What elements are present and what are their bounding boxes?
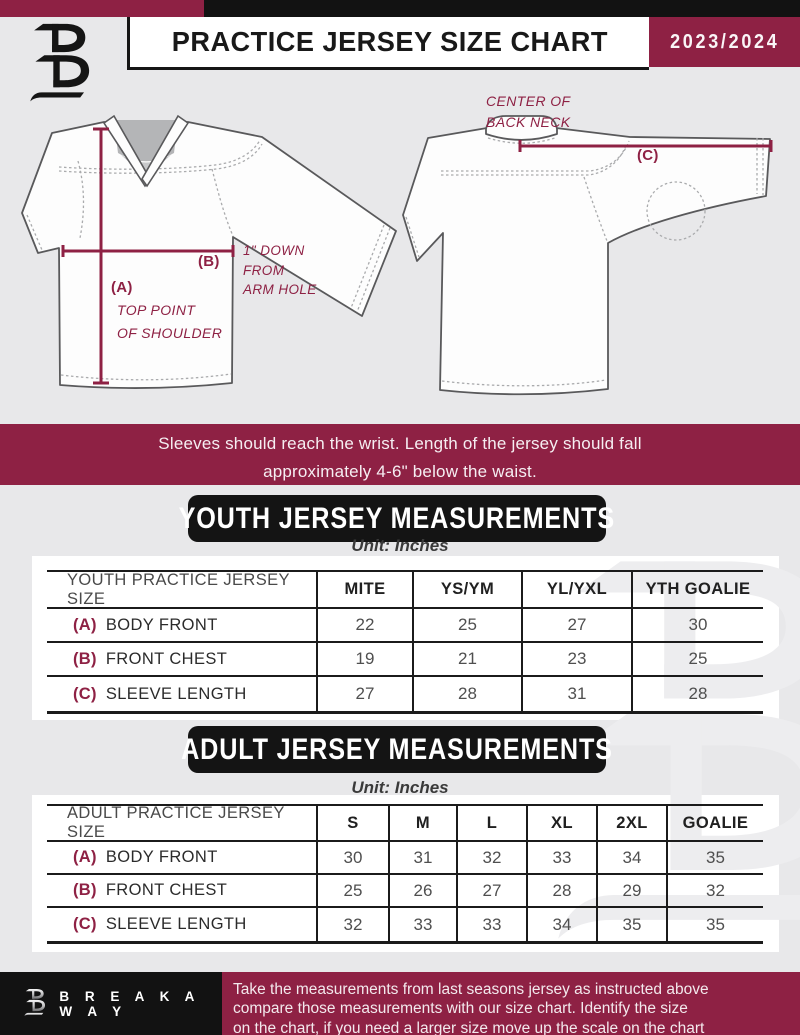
top-strip-black xyxy=(204,0,800,17)
youth-b-ysym: 21 xyxy=(414,643,523,675)
measure-key: (A) xyxy=(73,848,97,866)
adult-header-row xyxy=(47,806,763,842)
adult-b-2xl: 29 xyxy=(598,875,668,906)
adult-row-b-label xyxy=(47,875,318,906)
adult-row-c-label xyxy=(47,908,318,941)
measure-key: (C) xyxy=(73,915,97,933)
fit-note-line2: approximately 4-6" below the waist. xyxy=(263,462,537,481)
youth-a-ysym: 25 xyxy=(414,609,523,641)
title-bar xyxy=(127,17,649,70)
fit-note-line1: Sleeves should reach the wrist. Length of the jersey should fall xyxy=(158,434,642,453)
youth-size-column-label: YOUTH PRACTICE JERSEY SIZE xyxy=(47,572,318,607)
measure-b-note-line2: FROM xyxy=(243,262,285,278)
measure-name: BODY FRONT xyxy=(105,848,218,866)
footer-instruction-line3: on the chart, if you need a larger size move up the scale on the chart xyxy=(233,1019,705,1035)
adult-a-xl: 33 xyxy=(528,842,598,873)
youth-c-mite: 27 xyxy=(318,677,414,711)
measure-name: BODY FRONT xyxy=(105,615,218,634)
youth-a-ylyxl: 27 xyxy=(523,609,633,641)
adult-c-m: 33 xyxy=(390,908,458,941)
adult-a-goalie: 35 xyxy=(706,847,725,867)
table-row xyxy=(47,908,763,941)
adult-row-a-label xyxy=(47,842,318,873)
youth-b-ylyxl: 23 xyxy=(523,643,633,675)
table-row xyxy=(47,875,763,908)
measure-a-note xyxy=(117,299,222,345)
top-strip-maroon xyxy=(0,0,204,17)
measure-a-label: (A) xyxy=(111,279,133,296)
measure-b-note-line3: ARM HOLE xyxy=(243,282,317,297)
table-row xyxy=(47,677,763,711)
brand-name: B R E A K A W A Y xyxy=(59,988,200,1019)
youth-c-ysym: 28 xyxy=(414,677,523,711)
youth-b-goalie: 25 xyxy=(688,649,708,668)
jersey-diagrams xyxy=(0,65,800,425)
footer-instruction-line1: Take the measurements from last seasons jersey as instructed above xyxy=(233,981,709,998)
back-neck-note-line1: CENTER OF xyxy=(486,93,571,109)
youth-c-ylyxl: 31 xyxy=(523,677,633,711)
adult-section-heading xyxy=(181,726,613,773)
youth-header-row xyxy=(47,572,763,609)
fit-note-banner xyxy=(0,424,800,485)
measure-name: FRONT CHEST xyxy=(105,881,228,899)
adult-unit-label: Unit: Inches xyxy=(351,778,449,797)
measure-b-note xyxy=(243,241,317,300)
youth-row-b-label xyxy=(47,643,318,675)
youth-col-ylyxl: YL/YXL xyxy=(523,572,633,607)
youth-c-goalie: 28 xyxy=(688,684,708,703)
measure-a-note-line2: OF SHOULDER xyxy=(117,325,223,341)
measure-a-note-line1: TOP POINT xyxy=(117,302,196,318)
adult-col-xl: XL xyxy=(528,806,598,840)
page-title: PRACTICE JERSEY SIZE CHART xyxy=(171,26,608,57)
measure-c-label: (C) xyxy=(637,147,659,164)
adult-b-goalie: 32 xyxy=(706,880,725,900)
measure-b-note-line1: 1" DOWN xyxy=(243,243,305,258)
adult-c-l: 33 xyxy=(458,908,528,941)
measure-key: (C) xyxy=(73,684,97,703)
adult-b-xl: 28 xyxy=(528,875,598,906)
measure-name: SLEEVE LENGTH xyxy=(105,684,247,703)
measure-name: SLEEVE LENGTH xyxy=(105,915,247,933)
adult-c-2xl: 35 xyxy=(598,908,668,941)
adult-a-m: 31 xyxy=(390,842,458,873)
footer-instruction-line2: compare those measurements with our size chart. Identify the size xyxy=(233,1000,688,1018)
measure-key: (B) xyxy=(73,649,97,668)
table-row xyxy=(47,643,763,677)
adult-col-m: M xyxy=(390,806,458,840)
adult-col-l: L xyxy=(458,806,528,840)
table-row xyxy=(47,609,763,643)
youth-heading-label: YOUTH JERSEY MEASUREMENTS xyxy=(178,501,616,535)
measure-name: FRONT CHEST xyxy=(105,649,228,668)
adult-c-xl: 34 xyxy=(528,908,598,941)
youth-b-mite: 19 xyxy=(318,643,414,675)
adult-col-goalie: GOALIE xyxy=(682,813,749,832)
back-jersey-drawing xyxy=(403,116,770,394)
youth-col-ysym: YS/YM xyxy=(414,572,523,607)
adult-b-l: 27 xyxy=(458,875,528,906)
back-neck-note xyxy=(486,91,571,133)
adult-c-s: 32 xyxy=(318,908,390,941)
adult-b-m: 26 xyxy=(390,875,458,906)
youth-measurements-table xyxy=(47,570,763,714)
back-neck-note-line2: BACK NECK xyxy=(486,114,571,130)
youth-a-goalie: 30 xyxy=(688,615,708,634)
measure-b-label: (B) xyxy=(198,253,220,270)
footer-brand-block xyxy=(0,972,222,1035)
adult-heading-label: ADULT JERSEY MEASUREMENTS xyxy=(181,732,613,766)
adult-col-2xl: 2XL xyxy=(598,806,668,840)
adult-a-l: 32 xyxy=(458,842,528,873)
measure-key: (A) xyxy=(73,615,97,634)
measure-key: (B) xyxy=(73,881,97,899)
breakaway-footer-logo-icon xyxy=(24,983,46,1024)
youth-section-heading xyxy=(178,495,616,542)
youth-a-mite: 22 xyxy=(318,609,414,641)
adult-size-column-label: ADULT PRACTICE JERSEY SIZE xyxy=(47,806,318,840)
youth-row-a-label xyxy=(47,609,318,641)
youth-unit-label: Unit: Inches xyxy=(351,536,449,555)
adult-measurements-table xyxy=(47,804,763,944)
adult-a-s: 30 xyxy=(318,842,390,873)
youth-col-mite: MITE xyxy=(318,572,414,607)
adult-col-s: S xyxy=(318,806,390,840)
season-badge xyxy=(649,17,800,67)
footer-instructions xyxy=(222,972,800,1035)
adult-c-goalie: 35 xyxy=(706,914,725,934)
season-label: 2023/2024 xyxy=(669,30,780,53)
youth-col-goalie: YTH GOALIE xyxy=(645,580,751,598)
youth-row-c-label xyxy=(47,677,318,711)
adult-b-s: 25 xyxy=(318,875,390,906)
adult-a-2xl: 34 xyxy=(598,842,668,873)
table-row xyxy=(47,842,763,875)
